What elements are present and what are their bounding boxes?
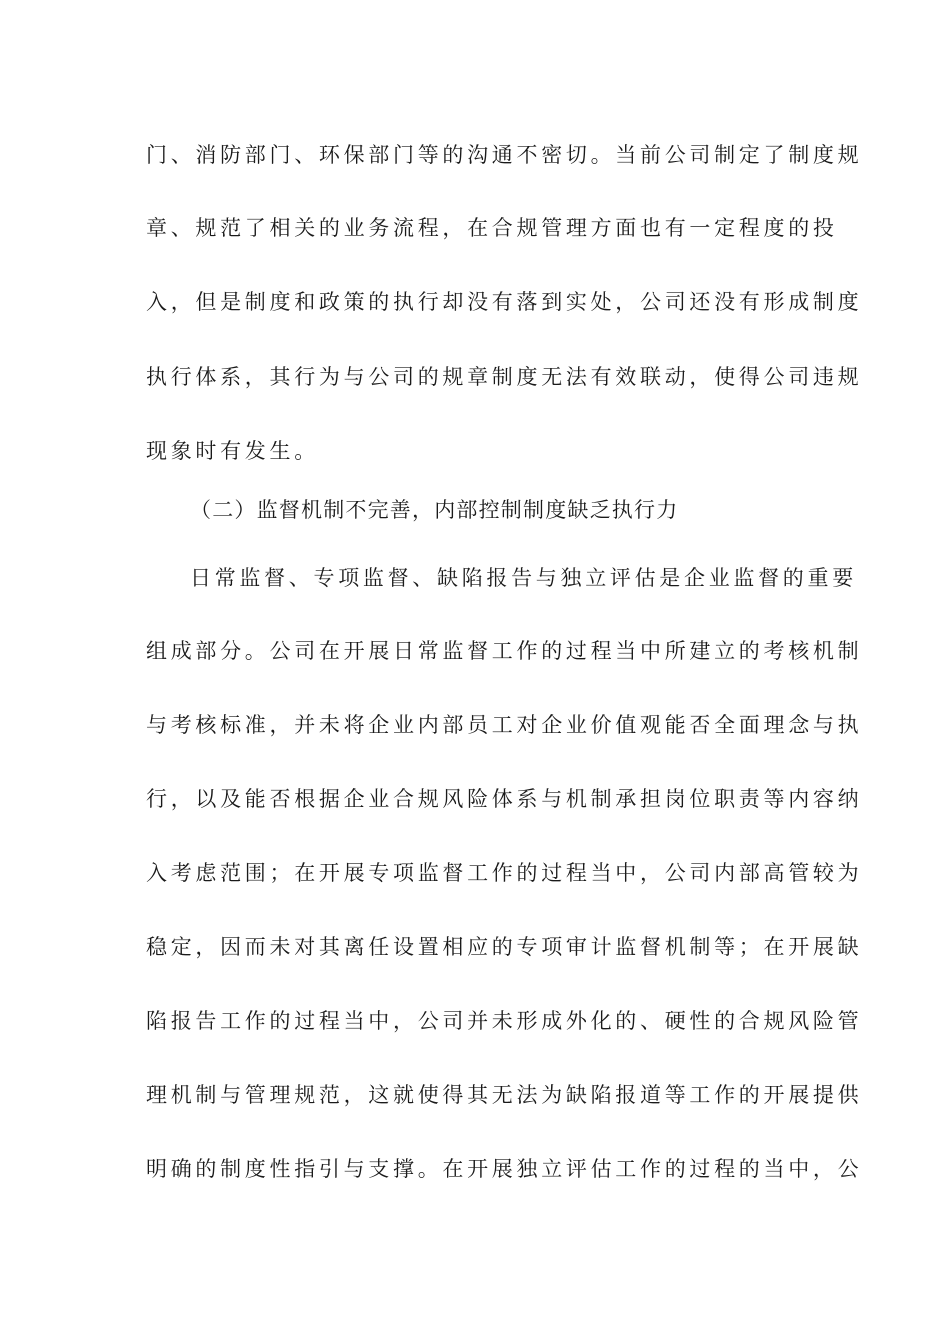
paragraph-2-line-4: 行，以及能否根据企业合规风险体系与机制承担岗位职责等内容纳 xyxy=(146,787,863,811)
paragraph-2-line-8: 理机制与管理规范，这就使得其无法为缺陷报道等工作的开展提供 xyxy=(146,1083,863,1107)
paragraph-1-line-4: 执行体系，其行为与公司的规章制度无法有效联动，使得公司违规 xyxy=(146,365,863,389)
paragraph-2-line-9: 明确的制度性指引与支撑。在开展独立评估工作的过程的当中，公 xyxy=(146,1157,863,1181)
paragraph-1-line-2: 章、规范了相关的业务流程，在合规管理方面也有一定程度的投 xyxy=(146,216,838,240)
section-heading: （二）监督机制不完善，内部控制制度缺乏执行力 xyxy=(190,498,679,522)
paragraph-2-line-6: 稳定，因而未对其离任设置相应的专项审计监督机制等；在开展缺 xyxy=(146,935,863,959)
paragraph-2-line-3: 与考核标准，并未将企业内部员工对企业价值观能否全面理念与执 xyxy=(146,713,863,737)
paragraph-2-line-5: 入考虑范围；在开展专项监督工作的过程当中，公司内部高管较为 xyxy=(146,861,863,885)
paragraph-2-line-7: 陷报告工作的过程当中，公司并未形成外化的、硬性的合规风险管 xyxy=(146,1009,863,1033)
paragraph-1-line-1: 门、消防部门、环保部门等的沟通不密切。当前公司制定了制度规 xyxy=(146,143,863,167)
paragraph-1-line-5: 现象时有发生。 xyxy=(146,439,319,463)
paragraph-2-line-2: 组成部分。公司在开展日常监督工作的过程当中所建立的考核机制 xyxy=(146,639,863,663)
paragraph-2-line-1: 日常监督、专项监督、缺陷报告与独立评估是企业监督的重要 xyxy=(190,566,857,590)
paragraph-1-line-3: 入，但是制度和政策的执行却没有落到实处，公司还没有形成制度 xyxy=(146,290,863,314)
